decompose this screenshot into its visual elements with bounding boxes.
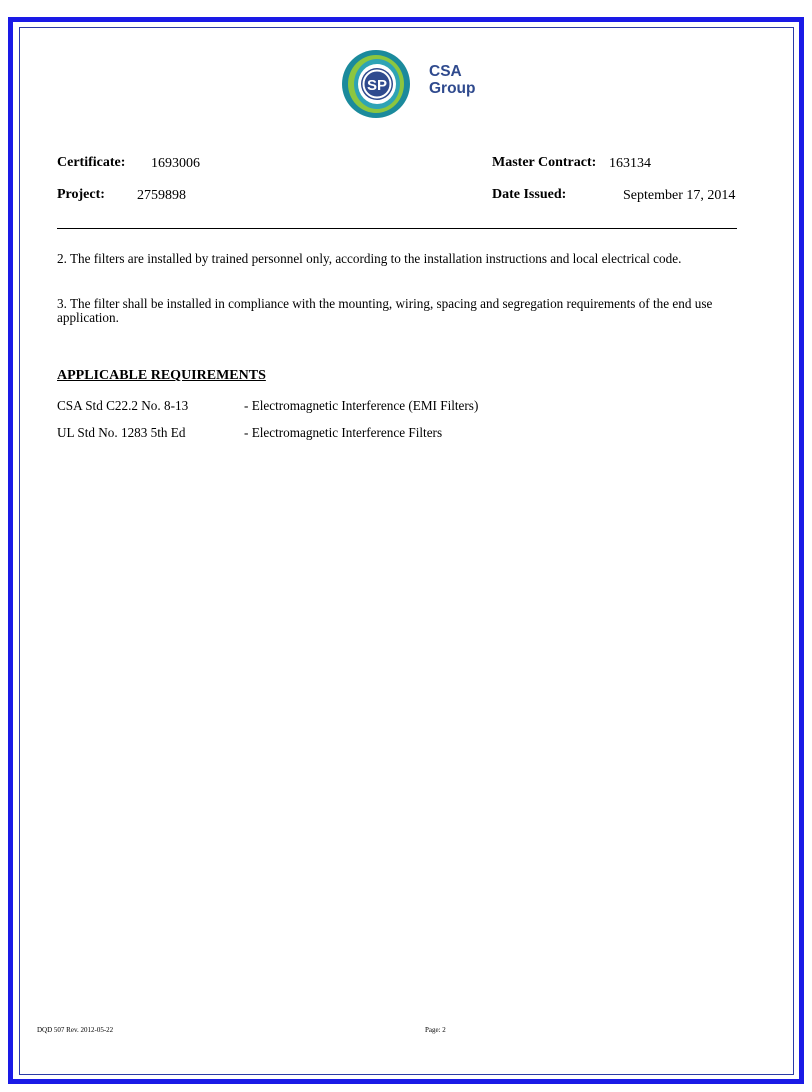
footer-page-number: Page: 2 [425,1026,446,1034]
requirement-row [57,425,737,441]
emblem-letters: SP [366,77,388,94]
requirement-description: - Electromagnetic Interference Filters [244,425,443,440]
requirement-row [57,398,737,414]
requirement-standard: CSA Std C22.2 No. 8-13 [57,398,189,413]
project-label: Project: [57,187,105,202]
condition-paragraph: 2. The filters are installed by trained personnel only, according to the installation instructions and local electrical code. [57,251,682,266]
certificate-value: 1693006 [151,156,200,171]
project-value: 2759898 [137,188,186,203]
logo-line-group: Group [429,80,476,97]
master-contract-label: Master Contract: [492,155,597,170]
requirements-heading: APPLICABLE REQUIREMENTS [57,368,266,383]
master-contract-value: 163134 [609,156,651,171]
logo-line-csa: CSA [429,63,462,80]
condition-paragraph: 3. The filter shall be installed in compliance with the mounting, wiring, spacing and segregation requirements of the end use application. [57,296,713,325]
certificate-label: Certificate: [57,155,126,170]
page-inner-border [19,27,794,1075]
csa-emblem-icon [338,48,426,120]
csa-group-logo [338,48,488,120]
logo-wordmark [429,63,476,97]
footer-form-id: DQD 507 Rev. 2012-05-22 [37,1026,114,1034]
requirement-standard: UL Std No. 1283 5th Ed [57,425,186,440]
requirement-description: - Electromagnetic Interference (EMI Filters) [244,398,479,413]
header-divider [57,228,737,229]
date-issued-value: September 17, 2014 [623,188,736,203]
date-issued-label: Date Issued: [492,187,567,202]
